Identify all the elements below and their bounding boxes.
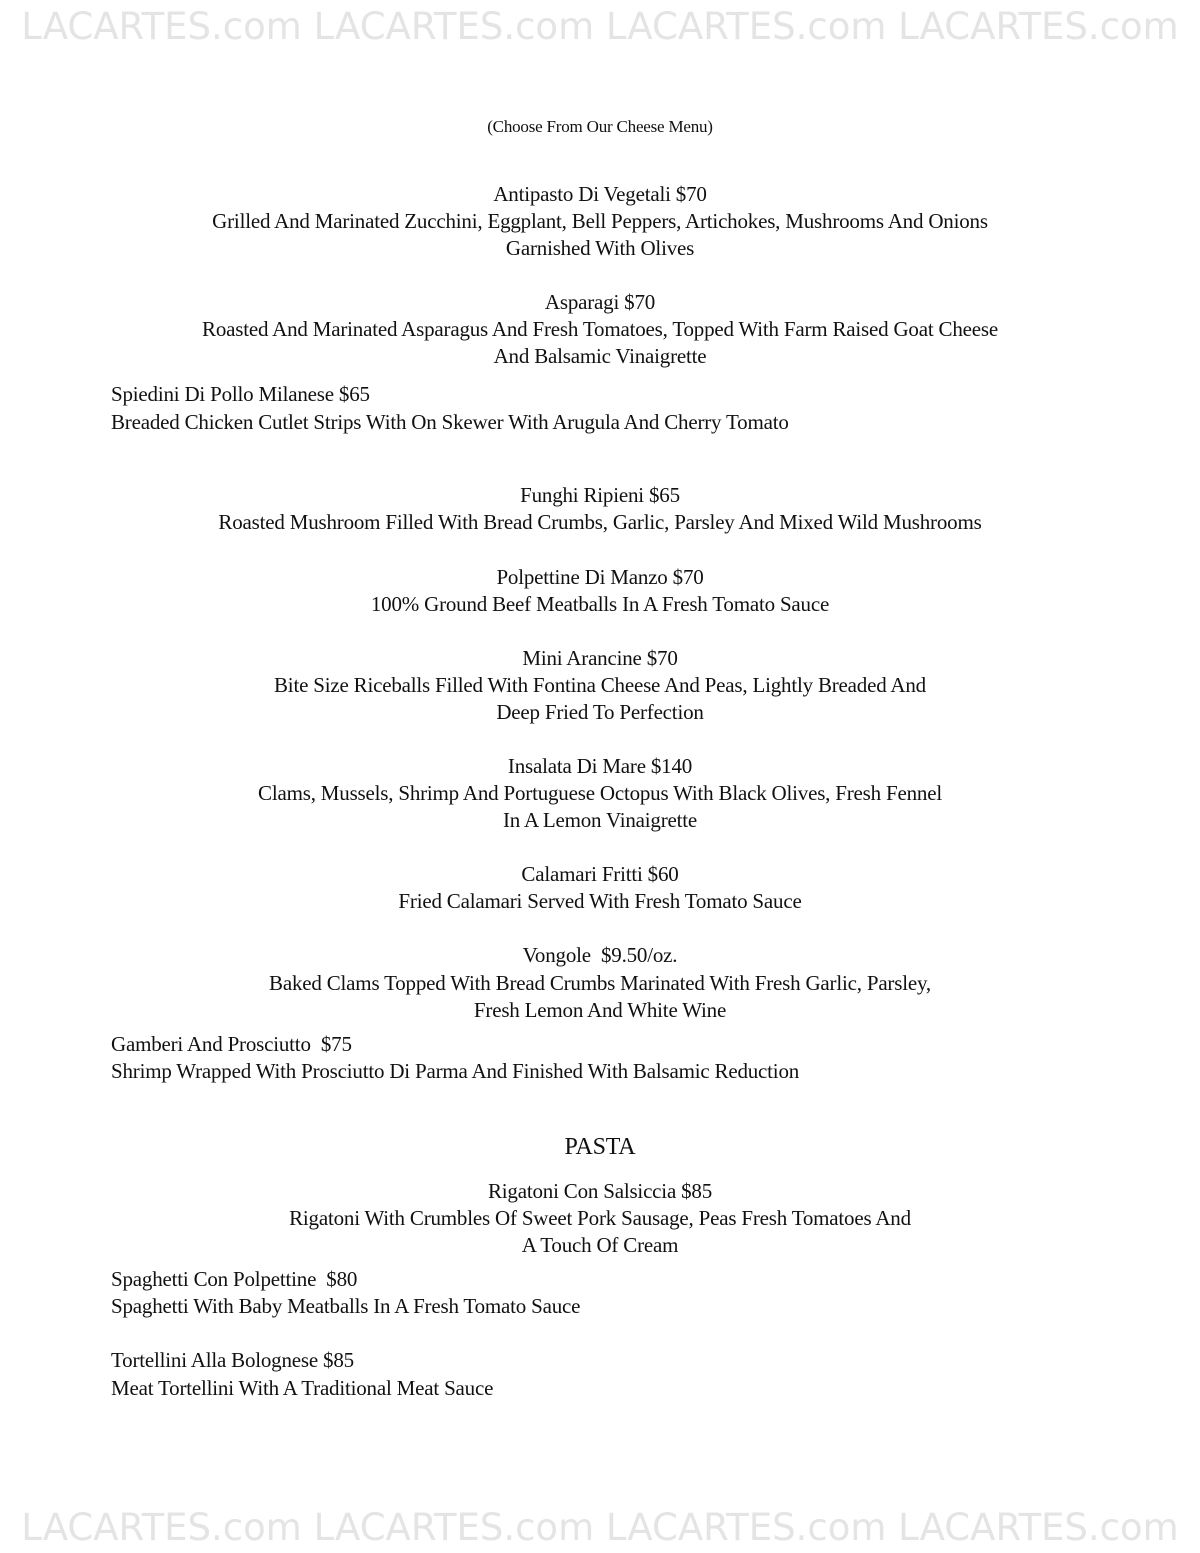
- item-title: Polpettine Di Manzo $70: [496, 565, 704, 589]
- item-desc: And Balsamic Vinaigrette: [493, 344, 707, 368]
- item-desc: Grilled And Marinated Zucchini, Eggplant, Bell Peppers, Artichokes, Mushrooms And Onions: [212, 209, 988, 233]
- item-desc: Roasted And Marinated Asparagus And Fresh Tomatoes, Topped With Farm Raised Goat Cheese: [202, 317, 998, 341]
- item-desc: Fried Calamari Served With Fresh Tomato Sauce: [398, 889, 802, 913]
- item-desc: Meat Tortellini With A Traditional Meat Sauce: [111, 1376, 494, 1400]
- item-desc: 100% Ground Beef Meatballs In A Fresh Tomato Sauce: [370, 592, 830, 616]
- item-title: Asparagi $70: [544, 290, 656, 314]
- item-desc: Rigatoni With Crumbles Of Sweet Pork Sausage, Peas Fresh Tomatoes And: [289, 1206, 911, 1230]
- item-title: Rigatoni Con Salsiccia $85: [487, 1179, 713, 1203]
- section-heading-pasta: PASTA: [564, 1134, 636, 1160]
- item-desc: Deep Fried To Perfection: [496, 700, 704, 724]
- item-desc: Roasted Mushroom Filled With Bread Crumbs, Garlic, Parsley And Mixed Wild Mushrooms: [218, 510, 982, 534]
- item-title: Antipasto Di Vegetali $70: [493, 182, 707, 206]
- item-desc: Baked Clams Topped With Bread Crumbs Marinated With Fresh Garlic, Parsley,: [269, 971, 931, 995]
- item-desc: Bite Size Riceballs Filled With Fontina Cheese And Peas, Lightly Breaded And: [274, 673, 926, 697]
- item-title: Tortellini Alla Bolognese $85: [111, 1348, 354, 1372]
- watermark-top: LACARTES.com LACARTES.com LACARTES.com LACARTES.com: [21, 5, 1179, 48]
- item-title: Gamberi And Prosciutto $75: [111, 1032, 352, 1056]
- item-title: Insalata Di Mare $140: [507, 754, 693, 778]
- item-desc: Spaghetti With Baby Meatballs In A Fresh Tomato Sauce: [111, 1294, 581, 1318]
- item-desc: Clams, Mussels, Shrimp And Portuguese Octopus With Black Olives, Fresh Fennel: [258, 781, 942, 805]
- item-title: Vongole $9.50/oz.: [522, 943, 678, 967]
- item-desc: Fresh Lemon And White Wine: [473, 998, 727, 1022]
- item-desc: Breaded Chicken Cutlet Strips With On Skewer With Arugula And Cherry Tomato: [111, 410, 789, 434]
- item-desc: Garnished With Olives: [505, 236, 695, 260]
- item-desc: Shrimp Wrapped With Prosciutto Di Parma And Finished With Balsamic Reduction: [111, 1059, 800, 1083]
- item-title: Calamari Fritti $60: [521, 862, 679, 886]
- item-desc: A Touch Of Cream: [521, 1233, 679, 1257]
- item-title: Spiedini Di Pollo Milanese $65: [111, 382, 370, 406]
- intro-note: (Choose From Our Cheese Menu): [487, 117, 713, 136]
- item-title: Funghi Ripieni $65: [520, 483, 680, 507]
- item-title: Mini Arancine $70: [522, 646, 678, 670]
- item-desc: In A Lemon Vinaigrette: [503, 808, 697, 832]
- watermark-bottom: LACARTES.com LACARTES.com LACARTES.com LACARTES.com: [21, 1506, 1179, 1549]
- item-title: Spaghetti Con Polpettine $80: [111, 1267, 358, 1291]
